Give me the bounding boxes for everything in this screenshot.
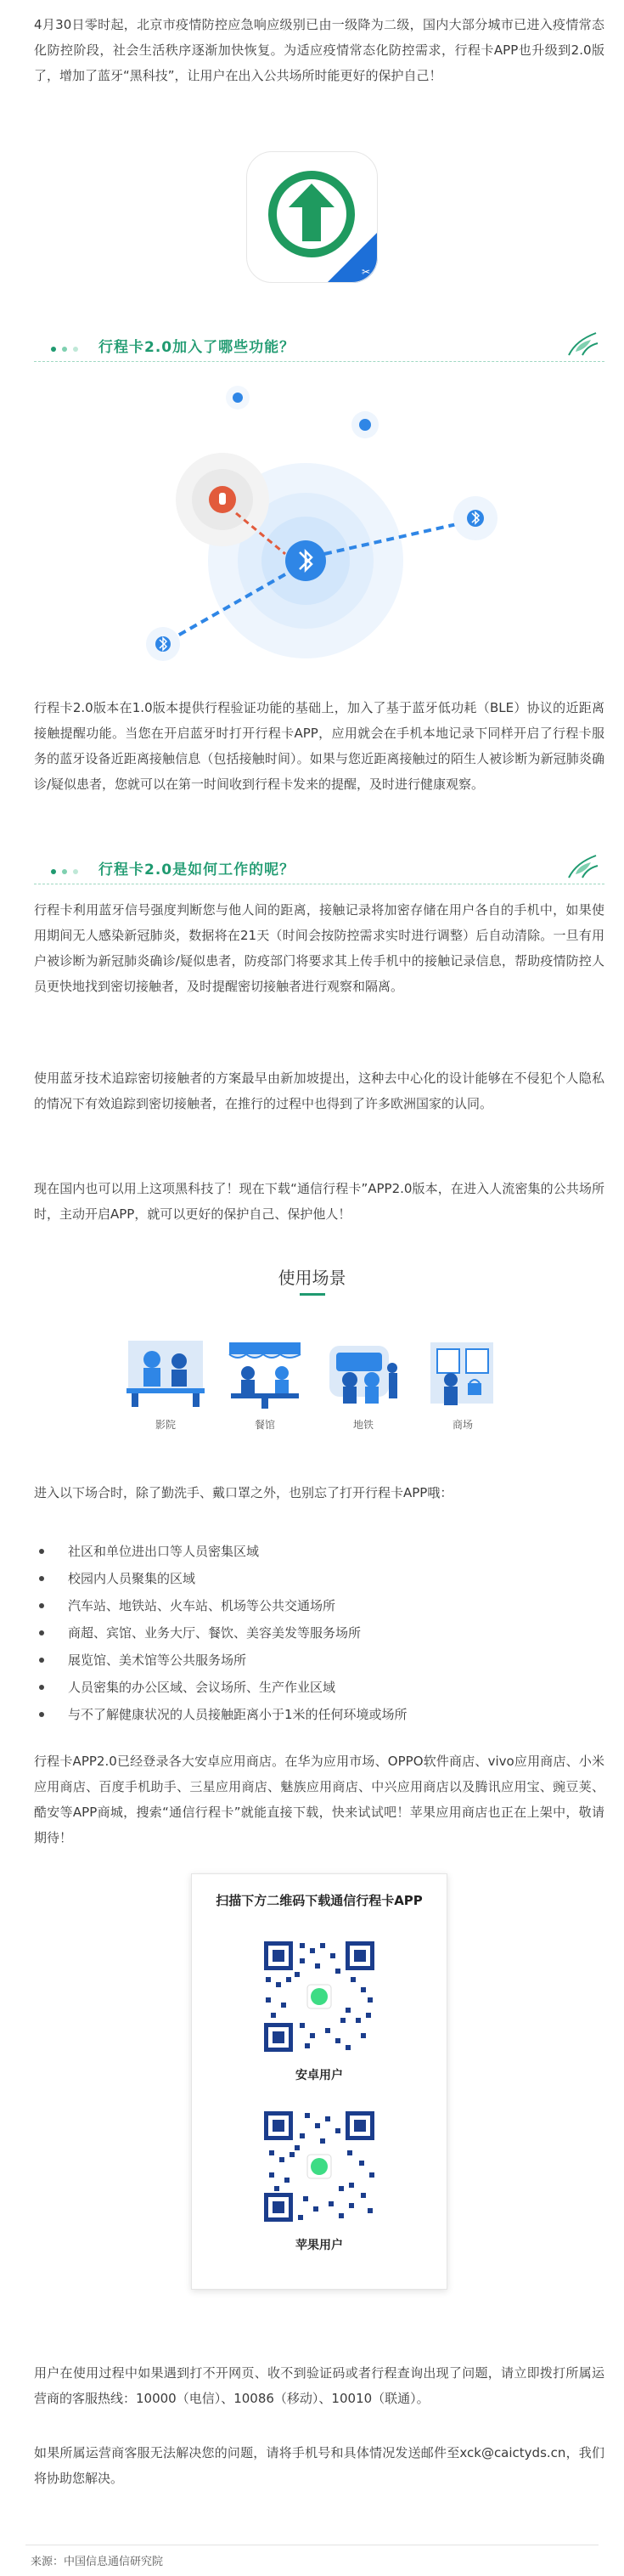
- scene-label: 商场: [452, 1419, 473, 1431]
- download-paragraph: 现在国内也可以用上这项黑科技了！现在下载“通信行程卡”APP2.0版本，在进入人流密集的公共场所时，主动开启APP，就可以更好的保护自己、保护他人！: [34, 1181, 604, 1222]
- places-intro-paragraph: 进入以下场合时，除了勤洗手、戴口罩之外，也别忘了打开行程卡APP哦：: [34, 1485, 453, 1500]
- scene-label: 餐馆: [254, 1419, 275, 1431]
- list-item: 商超、宾馆、业务大厅、餐饮、美容美发等服务场所: [34, 1619, 604, 1647]
- list-item: 社区和单位进出口等人员密集区域: [34, 1538, 604, 1565]
- qr-heading: 扫描下方二维码下载通信行程卡APP: [216, 1893, 423, 1908]
- android-qr-code[interactable]: [261, 1938, 378, 2055]
- list-item: 人员密集的办公区域、会议场所、生产作业区域: [34, 1674, 604, 1701]
- app-icon: [246, 151, 378, 283]
- scene-restaurant: [222, 1334, 307, 1436]
- subway-icon: [321, 1334, 406, 1415]
- source-credit: 来源：中国信息通信研究院: [31, 2556, 164, 2568]
- leaf-icon: [565, 330, 599, 359]
- svg-text:✂: ✂: [362, 266, 371, 278]
- list-item: 汽车站、地铁站、火车站、机场等公共交通场所: [34, 1592, 604, 1619]
- scene-label: 影院: [155, 1419, 176, 1431]
- mall-icon: [420, 1334, 505, 1415]
- section-header-features: [34, 330, 604, 364]
- scene-label: 地铁: [352, 1419, 374, 1431]
- restaurant-icon: [222, 1334, 307, 1415]
- qr-download-card: [191, 1873, 447, 2290]
- scene-mall: [420, 1334, 505, 1436]
- section-title: 行程卡2.0是如何工作的呢？: [98, 861, 295, 878]
- scenes-title: 使用场景: [278, 1268, 346, 1288]
- cinema-icon: [123, 1334, 208, 1415]
- places-list: [34, 1538, 604, 1728]
- android-label: 安卓用户: [295, 2069, 343, 2082]
- list-item: 展览馆、美术馆等公共服务场所: [34, 1647, 604, 1674]
- how-it-works-paragraph: 行程卡利用蓝牙信号强度判断您与他人间的距离，接触记录将加密存储在用户各自的手机中，如果使用期间无人感染新冠肺炎，数据将在21天（时间会按防控需求实时进行调整）后自动清除。一旦有用户被诊断为新冠肺炎确诊/疑似患者，防疫部门将要求其上传手机中的接触记录信息，帮助疫情防控人员更快地找到密切接触者，及时提醒密切接触者进行观察和隔离。: [34, 902, 604, 994]
- singapore-paragraph: 使用蓝牙技术追踪密切接触者的方案最早由新加坡提出，这种去中心化的设计能够在不侵犯个人隐私的情况下有效追踪到密切接触者，在推行的过程中也得到了许多欧洲国家的认同。: [34, 1071, 604, 1111]
- scenes-title-underline: [300, 1293, 325, 1296]
- list-item: 校园内人员聚集的区域: [34, 1565, 604, 1592]
- intro-paragraph: 4月30日零时起，北京市疫情防控应急响应级别已由一级降为二级，国内大部分城市已进入疫情常态化防控阶段，社会生活秩序逐渐加快恢复。为适应疫情常态化防控需求，行程卡APP也升级到2.0版了，增加了蓝牙“黑科技”，让用户在出入公共场所时能更好的保护自己！: [34, 17, 604, 83]
- section-header-how-it-works: [34, 852, 604, 886]
- ios-label: 苹果用户: [295, 2239, 343, 2252]
- list-item: 与不了解健康状况的人员接触距离小于1米的任何环境或场所: [34, 1701, 604, 1728]
- app-stores-paragraph: 行程卡APP2.0已经登录各大安卓应用商店。在华为应用市场、OPPO软件商店、vivo应用商店、小米应用商店、百度手机助手、三星应用商店、魅族应用商店、中兴应用商店以及腾讯应用宝、豌豆荚、酷安等APP商城，搜索“通信行程卡”就能直接下载，快来试试吧！苹果应用商店也正在上架中，敬请期待！: [34, 1754, 604, 1845]
- scene-cinema: [123, 1334, 208, 1436]
- scene-subway: [321, 1334, 406, 1436]
- section-title: 行程卡2.0加入了哪些功能？: [98, 339, 295, 356]
- email-paragraph: 如果所属运营商客服无法解决您的问题，请将手机号和具体情况发送邮件至xck@caictyds.cn，我们将协助您解决。: [34, 2445, 604, 2486]
- leaf-icon: [565, 852, 599, 881]
- ios-qr-code[interactable]: [261, 2108, 378, 2225]
- hotline-paragraph: 用户在使用过程中如果遇到打不开网页、收不到验证码或者行程查询出现了问题，请立即拨打所属运营商的客服热线：10000（电信）、10086（移动）、10010（联通）。: [34, 2365, 604, 2406]
- features-paragraph: 行程卡2.0版本在1.0版本提供行程验证功能的基础上，加入了基于蓝牙低功耗（BLE）协议的近距离接触提醒功能。当您在开启蓝牙时打开行程卡APP，应用就会在手机本地记录下同样开启了行程卡服务的蓝牙设备近距离接触信息（包括接触时间）。如果与您近距离接触过的陌生人被诊断为新冠肺炎确诊/疑似患者，您就可以在第一时间收到行程卡发来的提醒，及时进行健康观察。: [34, 700, 604, 792]
- bluetooth-illustration: [127, 374, 509, 663]
